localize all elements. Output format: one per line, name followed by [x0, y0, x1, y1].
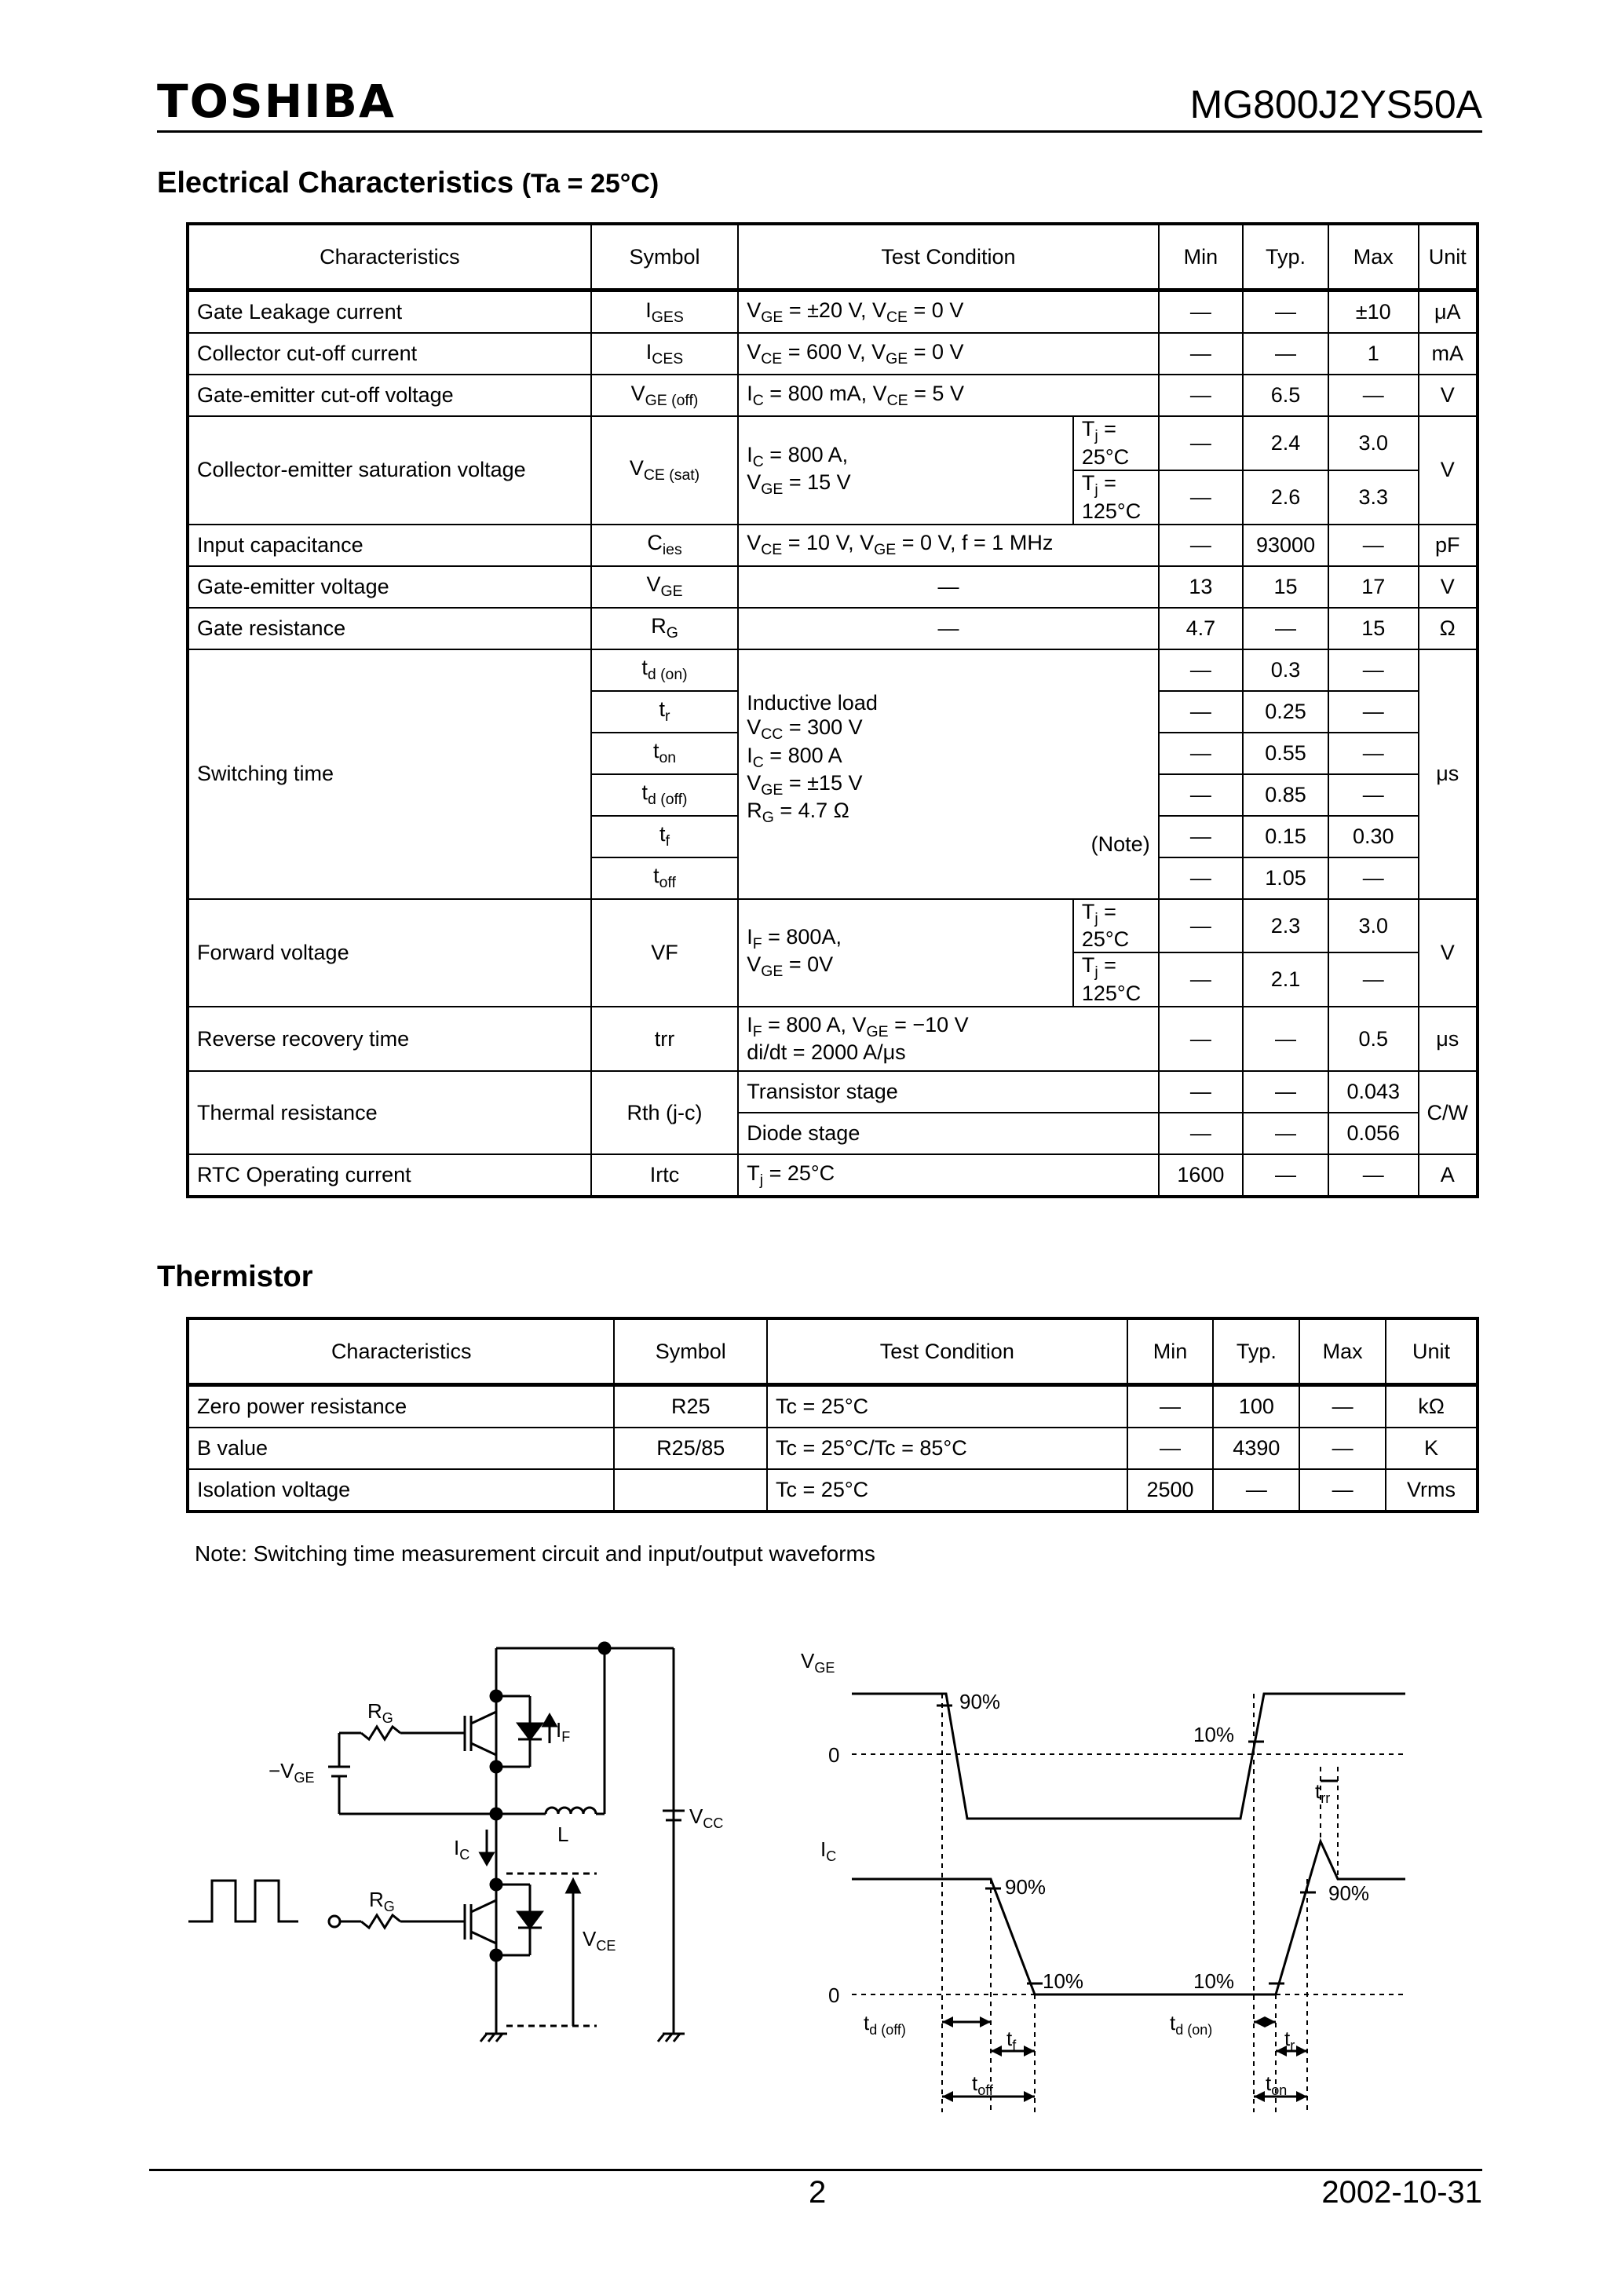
label-10-vge: 10% [1193, 1723, 1235, 1746]
min-value: — [1159, 857, 1243, 899]
col-header: Test Condition [767, 1318, 1127, 1385]
unit: C/W [1419, 1071, 1478, 1154]
min-value: — [1159, 816, 1243, 857]
unit: Vrms [1386, 1469, 1478, 1512]
max-value: — [1328, 952, 1419, 1007]
rg-bottom-label: $R_G$ [369, 1888, 395, 1914]
unit: V [1419, 416, 1478, 525]
col-header: Max [1299, 1318, 1386, 1385]
col-header: Characteristics [188, 224, 591, 291]
zero-label-vge: 0 [828, 1743, 840, 1767]
char-name: Gate-emitter voltage [188, 566, 591, 608]
typ-value: 2.4 [1243, 416, 1328, 470]
vge-axis-label: $V_{GE}$ [801, 1649, 835, 1676]
figure-note: Note: Switching time measurement circuit and input/output waveforms [195, 1541, 875, 1566]
max-value: — [1328, 649, 1419, 691]
max-value: — [1299, 1428, 1386, 1469]
symbol: $t_{d (off)}$ [591, 774, 738, 816]
typ-value: 0.85 [1243, 774, 1328, 816]
tj-condition: $T_j = 25^\circ C$ [1073, 416, 1159, 470]
typ-value: 15 [1243, 566, 1328, 608]
typ-value: — [1243, 291, 1328, 334]
min-value: 4.7 [1159, 608, 1243, 649]
min-value: 2500 [1127, 1469, 1214, 1512]
symbol: $V_{GE}$ [591, 566, 738, 608]
typ-value: — [1243, 1154, 1328, 1197]
min-value: — [1159, 1071, 1243, 1113]
inductor-label: L [557, 1823, 569, 1846]
col-header: Symbol [591, 224, 738, 291]
col-header: Test Condition [738, 224, 1158, 291]
test-condition: $V_{CE} = 600$ V, $V_{GE} = 0$ V [738, 333, 1158, 375]
min-value: — [1159, 375, 1243, 416]
min-value: — [1159, 1113, 1243, 1154]
tf-label: $t_f$ [1006, 2027, 1017, 2053]
page-date: 2002-10-31 [1321, 2175, 1482, 2210]
col-header: Symbol [614, 1318, 767, 1385]
min-value: — [1159, 899, 1243, 953]
col-header: Typ. [1213, 1318, 1299, 1385]
max-value: 15 [1328, 608, 1419, 649]
min-value: — [1127, 1385, 1214, 1428]
brand-logo: TOSHIBA [157, 75, 396, 128]
char-name: Thermal resistance [188, 1071, 591, 1154]
unit: kΩ [1386, 1385, 1478, 1428]
char-name: Reverse recovery time [188, 1007, 591, 1071]
symbol: $R_G$ [591, 608, 738, 649]
test-condition: $V_{CE} = 10$ V, $V_{GE} = 0$ V, f = 1 MHz [738, 525, 1158, 566]
tdoff-label: $t_{d (off)}$ [864, 2011, 906, 2038]
typ-value: 2.6 [1243, 470, 1328, 525]
max-value: 0.056 [1328, 1113, 1419, 1154]
neg-vge-label: $-V_{GE}$ [269, 1759, 315, 1786]
typ-value: — [1243, 1113, 1328, 1154]
tj-condition: $T_j = 125^\circ C$ [1073, 470, 1159, 525]
char-name: Isolation voltage [188, 1469, 614, 1512]
test-condition: Inductive load $V_{CC} = 300$ V $I_C = 800$ A $V_{GE} = \pm 15$ V $R_G = 4.7$ Ω (Note) [738, 649, 1158, 899]
char-name: Collector-emitter saturation voltage [188, 416, 591, 525]
unit: Ω [1419, 608, 1478, 649]
max-value: — [1328, 375, 1419, 416]
ton-label: $t_{on}$ [1266, 2071, 1288, 2098]
vcc-label: $V_{CC}$ [689, 1804, 724, 1831]
symbol: $I_{CES}$ [591, 333, 738, 375]
col-header: Max [1328, 224, 1419, 291]
max-value: 0.5 [1328, 1007, 1419, 1071]
max-value: 3.3 [1328, 470, 1419, 525]
max-value: 1 [1328, 333, 1419, 375]
unit: μs [1419, 1007, 1478, 1071]
symbol: VF [591, 899, 738, 1007]
min-value: — [1159, 691, 1243, 733]
min-value: — [1159, 470, 1243, 525]
electrical-title-condition: (Ta = 25°C) [521, 169, 659, 199]
label-90-vge: 90% [959, 1690, 1001, 1713]
thermistor-title: Thermistor [157, 1260, 313, 1293]
symbol: $t_{on}$ [591, 733, 738, 774]
part-number: MG800J2YS50A [1189, 82, 1482, 126]
typ-value: 2.1 [1243, 952, 1328, 1007]
unit: μs [1419, 649, 1478, 899]
min-value: — [1159, 649, 1243, 691]
char-name: Input capacitance [188, 525, 591, 566]
symbol: $C_{ies}$ [591, 525, 738, 566]
unit: V [1419, 375, 1478, 416]
max-value: 17 [1328, 566, 1419, 608]
typ-value: — [1243, 333, 1328, 375]
tj-condition: $T_j = 25^\circ C$ [1073, 899, 1159, 953]
label-90-ic: 90% [1005, 1875, 1047, 1899]
waveform-diagram [852, 1694, 1405, 2112]
max-value: — [1328, 691, 1419, 733]
label-10-ic-rise: 10% [1193, 1969, 1235, 1993]
typ-value: — [1243, 1071, 1328, 1113]
min-value: — [1159, 952, 1243, 1007]
min-value: — [1159, 333, 1243, 375]
max-value: — [1328, 857, 1419, 899]
zero-label-ic: 0 [828, 1983, 840, 2007]
typ-value: 93000 [1243, 525, 1328, 566]
circuit-diagram [188, 1643, 685, 2042]
min-value: 13 [1159, 566, 1243, 608]
test-condition: $V_{GE} = \pm 20$ V, $V_{CE} = 0$ V [738, 291, 1158, 334]
col-header: Unit [1386, 1318, 1478, 1385]
char-name: RTC Operating current [188, 1154, 591, 1197]
max-value: — [1328, 525, 1419, 566]
typ-value: 0.15 [1243, 816, 1328, 857]
unit: A [1419, 1154, 1478, 1197]
test-condition: $I_C = 800$ A, $V_{GE} = 15$ V [738, 416, 1073, 525]
test-condition: Diode stage [738, 1113, 1158, 1154]
toff-label: $t_{off}$ [972, 2071, 993, 2098]
unit: μA [1419, 291, 1478, 334]
char-name: Gate-emitter cut-off voltage [188, 375, 591, 416]
test-condition: Tc = 25°C/Tc = 85°C [767, 1428, 1127, 1469]
col-header: Unit [1419, 224, 1478, 291]
if-label: $I_F$ [556, 1718, 571, 1745]
ic-label: $I_C$ [454, 1836, 470, 1863]
page-number: 2 [809, 2175, 827, 2210]
unit: V [1419, 899, 1478, 1007]
typ-value: 0.25 [1243, 691, 1328, 733]
typ-value: 0.55 [1243, 733, 1328, 774]
test-condition: Transistor stage [738, 1071, 1158, 1113]
symbol: $t_r$ [591, 691, 738, 733]
max-value: 0.30 [1328, 816, 1419, 857]
label-10-ic: 10% [1043, 1969, 1084, 1993]
symbol: $V_{GE (off)}$ [591, 375, 738, 416]
col-header: Typ. [1243, 224, 1328, 291]
waveform-arrowheads [942, 2016, 1307, 2102]
char-name: Zero power resistance [188, 1385, 614, 1428]
test-condition: Tc = 25°C [767, 1385, 1127, 1428]
min-value: — [1159, 733, 1243, 774]
test-condition: $T_j = 25^\circ C$ [738, 1154, 1158, 1197]
electrical-title: Electrical Characteristics [157, 166, 514, 199]
symbol: $t_{off}$ [591, 857, 738, 899]
vce-label: $V_{CE}$ [583, 1927, 616, 1954]
col-header: Characteristics [188, 1318, 614, 1385]
max-value: 3.0 [1328, 416, 1419, 470]
min-value: 1600 [1159, 1154, 1243, 1197]
symbol: $I_{GES}$ [591, 291, 738, 334]
symbol: $t_{d (on)}$ [591, 649, 738, 691]
typ-value: 1.05 [1243, 857, 1328, 899]
symbol: R25/85 [614, 1428, 767, 1469]
tr-label: $t_r$ [1284, 2027, 1295, 2053]
max-value: — [1328, 774, 1419, 816]
col-header: Min [1127, 1318, 1214, 1385]
ic-axis-label: $I_C$ [820, 1837, 837, 1864]
min-value: — [1159, 1007, 1243, 1071]
char-name: Gate Leakage current [188, 291, 591, 334]
char-name: Collector cut-off current [188, 333, 591, 375]
tj-condition: $T_j = 125^\circ C$ [1073, 952, 1159, 1007]
min-value: — [1159, 416, 1243, 470]
symbol: $t_f$ [591, 816, 738, 857]
min-value: — [1127, 1428, 1214, 1469]
label-90-ic-rise: 90% [1328, 1881, 1370, 1905]
symbol: Rth (j-c) [591, 1071, 738, 1154]
symbol: R25 [614, 1385, 767, 1428]
unit: mA [1419, 333, 1478, 375]
typ-value: 100 [1213, 1385, 1299, 1428]
char-name: Switching time [188, 649, 591, 899]
col-header: Min [1159, 224, 1243, 291]
tdon-label: $t_{d (on)}$ [1170, 2011, 1213, 2038]
trr-label: $t_{rr}$ [1315, 1779, 1331, 1806]
min-value: — [1159, 774, 1243, 816]
min-value: — [1159, 525, 1243, 566]
max-value: — [1299, 1385, 1386, 1428]
test-condition: — [738, 566, 1158, 608]
typ-value: 4390 [1213, 1428, 1299, 1469]
max-value: ±10 [1328, 291, 1419, 334]
max-value: — [1299, 1469, 1386, 1512]
footer-rule [149, 2169, 1482, 2171]
waveform-labels [801, 1649, 1369, 2098]
typ-value: — [1243, 608, 1328, 649]
symbol: $V_{CE (sat)}$ [591, 416, 738, 525]
typ-value: 2.3 [1243, 899, 1328, 953]
test-condition: — [738, 608, 1158, 649]
symbol: Irtc [591, 1154, 738, 1197]
char-name: B value [188, 1428, 614, 1469]
max-value: — [1328, 733, 1419, 774]
typ-value: 6.5 [1243, 375, 1328, 416]
test-condition: Tc = 25°C [767, 1469, 1127, 1512]
max-value: 0.043 [1328, 1071, 1419, 1113]
typ-value: — [1213, 1469, 1299, 1512]
typ-value: — [1243, 1007, 1328, 1071]
max-value: — [1328, 1154, 1419, 1197]
unit: pF [1419, 525, 1478, 566]
test-condition: $I_F = 800$ A, $V_{GE} = -10$ V di/dt = 2000 A/μs [738, 1007, 1158, 1071]
unit: K [1386, 1428, 1478, 1469]
unit: V [1419, 566, 1478, 608]
min-value: — [1159, 291, 1243, 334]
char-name: Forward voltage [188, 899, 591, 1007]
max-value: 3.0 [1328, 899, 1419, 953]
test-condition: $I_C = 800$ mA, $V_{CE} = 5$ V [738, 375, 1158, 416]
rg-top-label: $R_G$ [367, 1699, 393, 1726]
char-name: Gate resistance [188, 608, 591, 649]
symbol: trr [591, 1007, 738, 1071]
test-condition: $I_F = 800A$, $V_{GE} = 0V$ [738, 899, 1073, 1007]
typ-value: 0.3 [1243, 649, 1328, 691]
